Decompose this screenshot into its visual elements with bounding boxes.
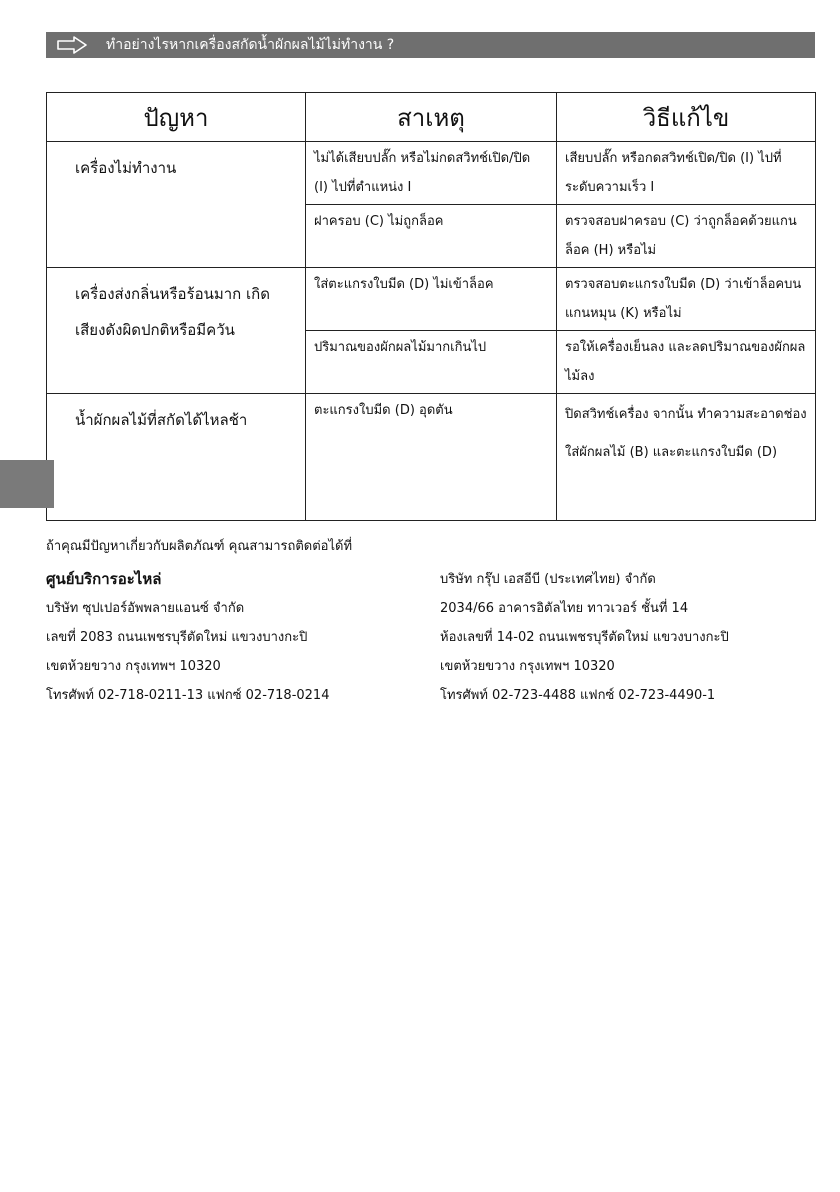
company-address: [440, 565, 729, 710]
service-center-address: [46, 565, 329, 710]
phone-line: โทรศัพท์ 02-718-0211-13 แฟกซ์ 02-718-0214: [46, 688, 330, 703]
page-side-tab: [0, 460, 54, 508]
column-header-problem: ปัญหา: [47, 93, 306, 142]
troubleshooting-table: [46, 92, 816, 521]
address-line: ห้องเลขที่ 14-02 ถนนเพชรบุรีตัดใหม่ แขวงบางกะปิ: [440, 630, 729, 645]
address-line: บริษัท ซุปเปอร์อัพพลายแอนซ์ จำกัด: [46, 601, 245, 616]
arrow-right-icon: [52, 32, 92, 58]
problem-cell: เครื่องไม่ทำงาน: [47, 142, 306, 268]
table-row: [47, 268, 816, 331]
column-header-solution: วิธีแก้ไข: [557, 93, 816, 142]
address-line: เลขที่ 2083 ถนนเพชรบุรีตัดใหม่ แขวงบางกะปิ: [46, 630, 308, 645]
address-line: 2034/66 อาคารอิตัลไทย ทาวเวอร์ ชั้นที่ 14: [440, 601, 689, 616]
table-header-row: [47, 93, 816, 142]
address-line: เขตห้วยขวาง กรุงเทพฯ 10320: [440, 659, 615, 674]
solution-cell: ตรวจสอบฝาครอบ (C) ว่าถูกล็อคด้วยแกนล็อค (H) หรือไม่: [557, 205, 816, 268]
column-header-cause: สาเหตุ: [306, 93, 557, 142]
cause-cell: ฝาครอบ (C) ไม่ถูกล็อค: [306, 205, 557, 268]
contact-intro: ถ้าคุณมีปัญหาเกี่ยวกับผลิตภัณฑ์ คุณสามารถติดต่อได้ที่: [46, 539, 353, 554]
cause-cell: ตะแกรงใบมีด (D) อุดตัน: [306, 394, 557, 521]
cause-cell: ปริมาณของผักผลไม้มากเกินไป: [306, 331, 557, 394]
company-heading: บริษัท กรุ๊ป เอสอีบี (ประเทศไทย) จำกัด: [440, 572, 656, 587]
problem-cell: น้ำผักผลไม้ที่สกัดได้ไหลช้า: [47, 394, 306, 521]
table-row: [47, 394, 816, 521]
cause-cell: ไม่ได้เสียบปลั๊ก หรือไม่กดสวิทช์เปิด/ปิด (I) ไปที่ตำแหน่ง I: [306, 142, 557, 205]
address-line: เขตห้วยขวาง กรุงเทพฯ 10320: [46, 659, 221, 674]
problem-cell: เครื่องส่งกลิ่นหรือร้อนมาก เกิดเสียงดังผิดปกติหรือมีควัน: [47, 268, 306, 394]
cause-cell: ใส่ตะแกรงใบมีด (D) ไม่เข้าล็อค: [306, 268, 557, 331]
phone-line: โทรศัพท์ 02-723-4488 แฟกซ์ 02-723-4490-1: [440, 688, 716, 703]
solution-cell: ปิดสวิทช์เครื่อง จากนั้น ทำความสะอาดช่องใส่ผักผลไม้ (B) และตะแกรงใบมีด (D): [557, 394, 816, 521]
solution-cell: ตรวจสอบตะแกรงใบมีด (D) ว่าเข้าล็อคบนแกนหมุน (K) หรือไม่: [557, 268, 816, 331]
section-header: [46, 32, 815, 58]
solution-cell: รอให้เครื่องเย็นลง และลดปริมาณของผักผลไม้ลง: [557, 331, 816, 394]
table-row: [47, 142, 816, 205]
service-center-heading: ศูนย์บริการอะไหล่: [46, 570, 162, 588]
section-title: ทำอย่างไรหากเครื่องสกัดน้ำผักผลไม้ไม่ทำงาน ?: [106, 37, 395, 53]
solution-cell: เสียบปลั๊ก หรือกดสวิทช์เปิด/ปิด (I) ไปที่ระดับความเร็ว I: [557, 142, 816, 205]
